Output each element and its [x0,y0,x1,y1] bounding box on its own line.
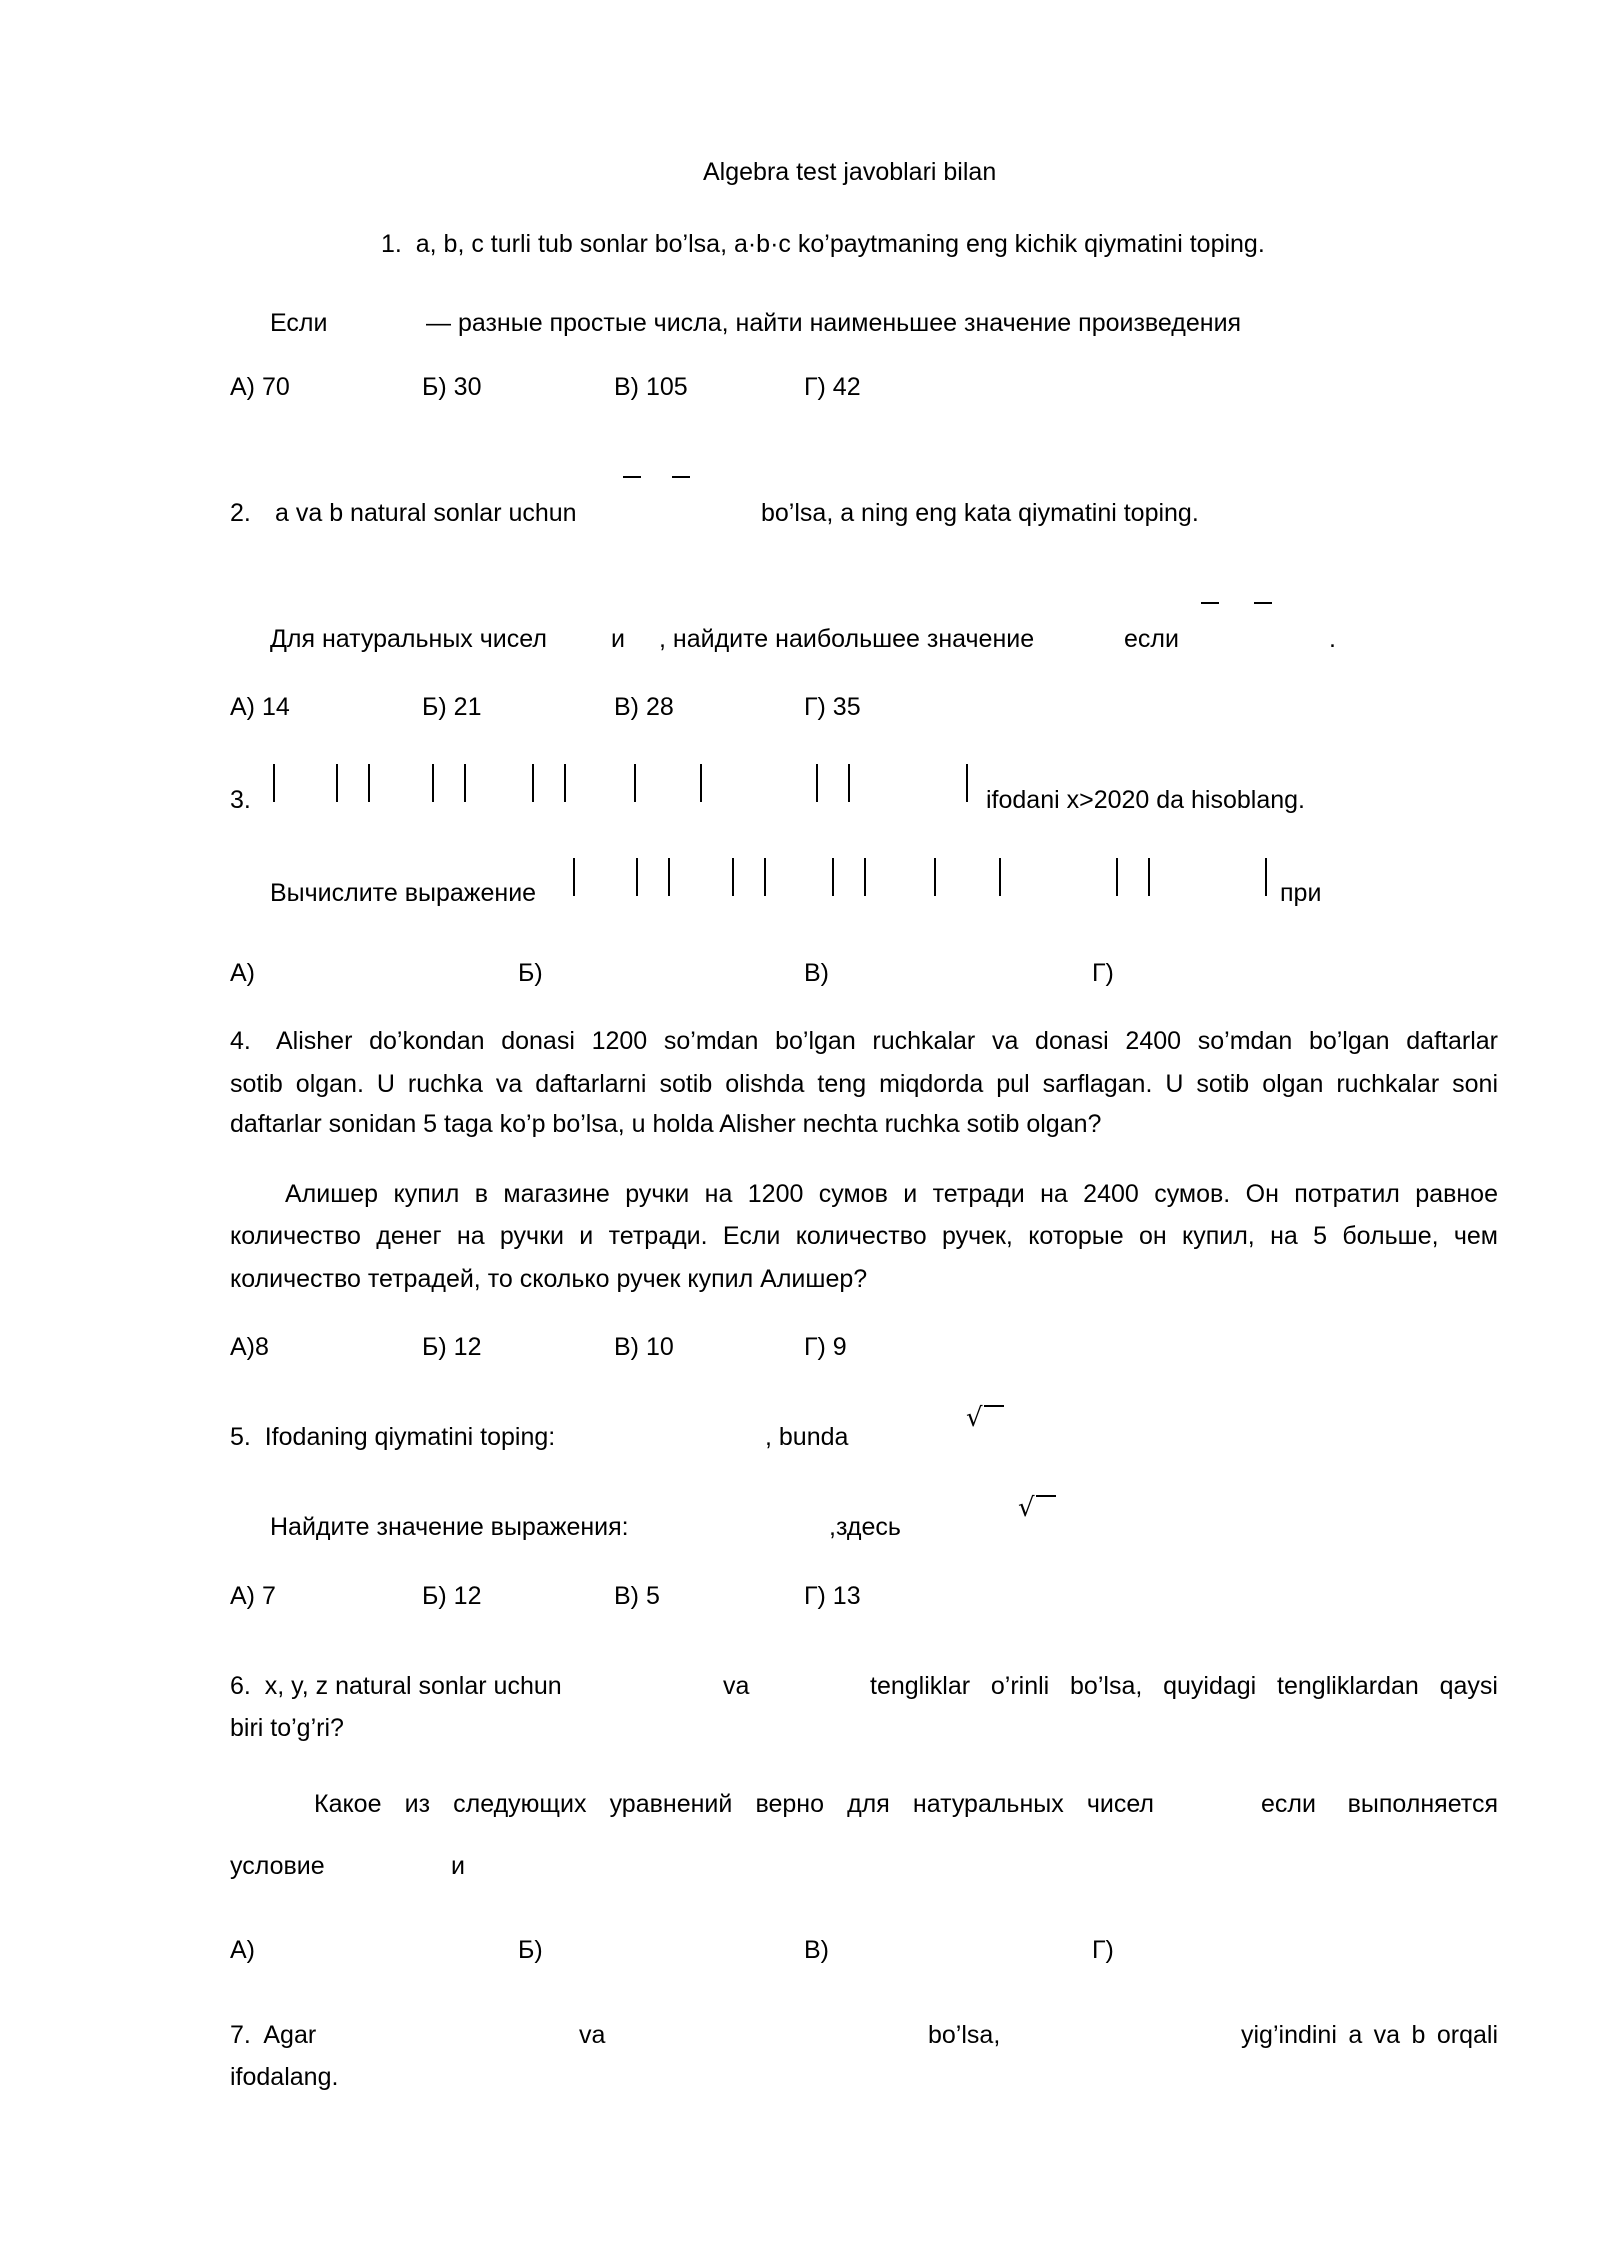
q3-option-b: Б) [518,959,543,987]
abs-bar [573,858,575,896]
q4-ru-line: количество тетрадей, то сколько ручек купил Алишер? [230,1265,868,1293]
q5-text: 5. Ifodaning qiymatini toping: [230,1423,556,1451]
q5-option-c: В) 5 [614,1582,660,1610]
abs-bar [668,858,670,896]
q6-ru-end: если выполняется [1261,1790,1498,1818]
q7-text-mid2: bo’lsa, [928,2021,1001,2049]
q1-text: 1. a, b, c turli tub sonlar bo’lsa, a·b·c ko’paytmaning eng kichik qiymatini toping. [381,230,1265,258]
abs-bar [848,764,850,802]
q5-ru-start: Найдите значение выражения: [270,1513,629,1541]
q6-option-c: В) [804,1936,829,1964]
q6-text-line2: biri to’g’ri? [230,1714,344,1742]
abs-bar [832,858,834,896]
q5-option-a: А) 7 [230,1582,276,1610]
q4-line: daftarlar sonidan 5 taga ko’p bo’lsa, u holda Alisher nechta ruchka sotib olgan? [230,1110,1102,1138]
abs-bar [432,764,434,802]
q1-option-b: Б) 30 [422,373,482,401]
q7-text-mid: va [579,2021,606,2049]
q7-text-end: yig’indini a va b orqali [1241,2021,1498,2049]
abs-bar [864,858,866,896]
sqrt-icon: √ [966,1403,983,1433]
q2-text-start: a va b natural sonlar uchun [275,499,577,527]
abs-bar [700,764,702,802]
q3-option-c: В) [804,959,829,987]
q2-number: 2. [230,499,251,527]
q4-option-b: Б) 12 [422,1333,482,1361]
q5-ru-end: ,здесь [829,1513,901,1541]
q3-ru-start: Вычислите выражение [270,879,537,907]
q1-ru-start: Если [270,309,328,337]
q6-ru-line2-start: условие [230,1852,325,1880]
abs-bar [634,764,636,802]
fraction-bar [672,476,690,478]
abs-bar [532,764,534,802]
q2-option-d: Г) 35 [804,693,861,721]
q6-ru-start: Какое из следующих уравнений верно для натуральных чисел [314,1790,1154,1818]
q6-option-b: Б) [518,1936,543,1964]
q2-option-c: В) 28 [614,693,674,721]
q4-ru-line: Алишер купил в магазине ручки на 1200 сумов и тетради на 2400 сумов. Он потратил равное [285,1180,1498,1208]
abs-bar [1148,858,1150,896]
abs-bar [368,764,370,802]
q3-option-d: Г) [1092,959,1114,987]
abs-bar [816,764,818,802]
abs-bar [999,858,1001,896]
fraction-bar [623,476,641,478]
q1-option-d: Г) 42 [804,373,861,401]
q5-option-d: Г) 13 [804,1582,861,1610]
q5-option-b: Б) 12 [422,1582,482,1610]
abs-bar [564,764,566,802]
abs-bar [966,764,968,802]
q1-option-a: А) 70 [230,373,290,401]
q2-option-a: А) 14 [230,693,290,721]
q4-line: Alisher do’kondan donasi 1200 so’mdan bo’lgan ruchkalar va donasi 2400 so’mdan bo’lgan daftarlar [276,1027,1498,1055]
q2-ru-part: если [1124,625,1179,653]
abs-bar [464,764,466,802]
q2-option-b: Б) 21 [422,693,482,721]
q3-text-end: ifodani x>2020 da hisoblang. [986,786,1306,814]
q6-text-start: 6. x, y, z natural sonlar uchun [230,1672,562,1700]
fraction-bar [1254,602,1272,604]
q3-option-a: А) [230,959,255,987]
q2-text-end: bo’lsa, a ning eng kata qiymatini toping. [761,499,1199,527]
q6-text-end: tengliklar o’rinli bo’lsa, quyidagi tengliklardan qaysi [870,1672,1498,1700]
q4-number: 4. [230,1027,251,1055]
sqrt-icon: √ [1018,1493,1035,1523]
q6-ru-line2-mid: и [451,1852,465,1880]
q6-option-d: Г) [1092,1936,1114,1964]
sqrt-overline [1036,1495,1056,1497]
q4-option-c: В) 10 [614,1333,674,1361]
abs-bar [1265,858,1267,896]
document-title: Algebra test javoblari bilan [703,158,997,186]
q4-line: sotib olgan. U ruchka va daftarlarni sotib olishda teng miqdorda pul sarflagan. U sotib olgan ruchkalar soni [230,1070,1498,1098]
q4-ru-line: количество денег на ручки и тетради. Если количество ручек, которые он купил, на 5 больше, чем [230,1222,1498,1250]
q2-ru-part: Для натуральных чисел [270,625,547,653]
q1-option-c: В) 105 [614,373,688,401]
q2-ru-part: и [611,625,625,653]
q2-ru-part: , найдите наибольшее значение [659,625,1035,653]
abs-bar [273,764,275,802]
q3-ru-end: при [1280,879,1322,907]
sqrt-overline [984,1405,1004,1407]
fraction-bar [1201,602,1219,604]
q7-text-start: 7. Agar [230,2021,317,2049]
q1-ru-rest: — разные простые числа, найти наименьшее значение произведения [426,309,1242,337]
q6-option-a: А) [230,1936,255,1964]
abs-bar [764,858,766,896]
abs-bar [732,858,734,896]
abs-bar [336,764,338,802]
abs-bar [1116,858,1118,896]
q5-text-end: , bunda [765,1423,849,1451]
q3-number: 3. [230,786,251,814]
abs-bar [636,858,638,896]
q6-text-mid: va [723,1672,750,1700]
q2-ru-part: . [1329,625,1336,653]
q4-option-a: А)8 [230,1333,269,1361]
abs-bar [934,858,936,896]
q4-option-d: Г) 9 [804,1333,847,1361]
q7-text-line2: ifodalang. [230,2063,339,2091]
